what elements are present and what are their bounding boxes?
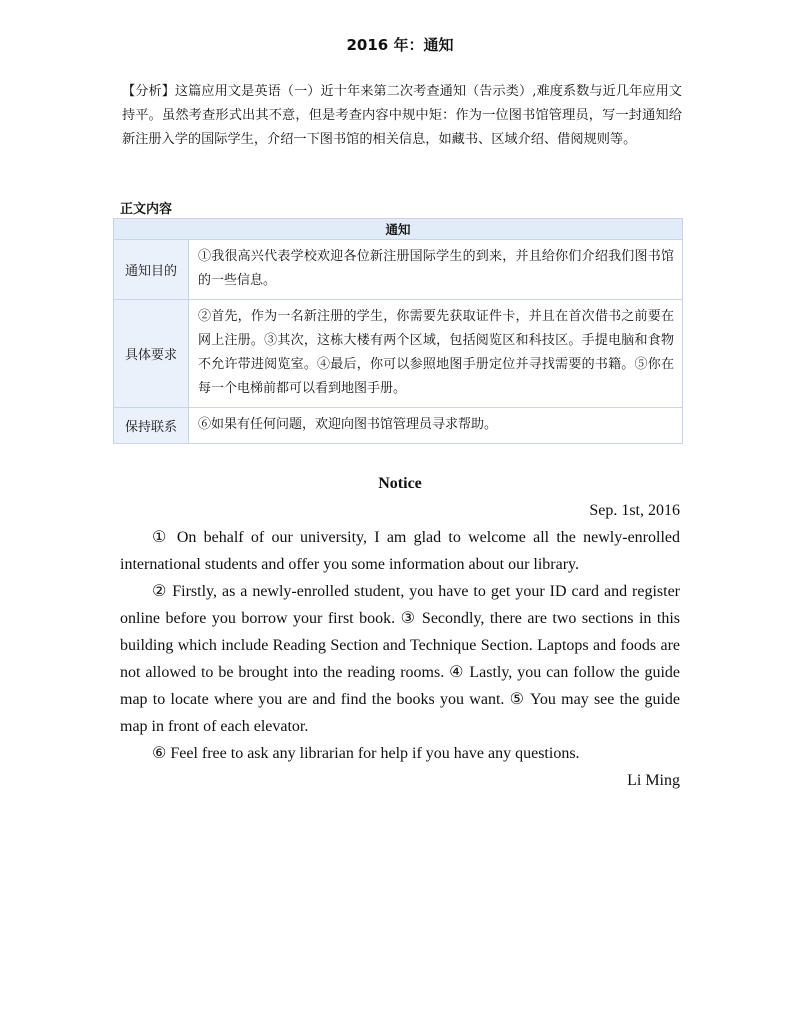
- row-label-contact: 保持联系: [114, 408, 189, 444]
- row-label-requirements: 具体要求: [114, 300, 189, 408]
- table-header-row: [114, 219, 683, 240]
- letter-paragraph-contact: ⑥ Feel free to ask any librarian for help if you have any questions.: [152, 745, 580, 762]
- analysis-paragraph: 【分析】这篇应用文是英语（一）近十年来第二次考查通知（告示类）,难度系数与近几年应用文持平。虽然考查形式出其不意，但是考查内容中规中矩：作为一位图书馆管理员，写一封通知给新注册入学的国际学生，介绍一下图书馆的相关信息，如藏书、区域介绍、借阅规则等。: [122, 84, 682, 147]
- row-content-purpose: ①我很高兴代表学校欢迎各位新注册国际学生的到来，并且给你们介绍我们图书馆的一些信息。: [189, 240, 683, 300]
- section-heading: 正文内容: [120, 202, 173, 217]
- row-content-requirements: ②首先，作为一名新注册的学生，你需要先获取证件卡，并且在首次借书之前要在网上注册。③其次，这栋大楼有两个区域，包括阅览区和科技区。手提电脑和食物不允许带进阅览室。④最后，你可以参照地图手册定位并寻找需要的书籍。⑤你在每一个电梯前都可以看到地图手册。: [189, 300, 683, 408]
- letter-title: Notice: [378, 475, 422, 492]
- notice-letter: [120, 470, 680, 794]
- page-title: 2016 年：通知: [346, 36, 454, 54]
- table-row: [114, 408, 683, 444]
- row-label-purpose: 通知目的: [114, 240, 189, 300]
- letter-signature: Li Ming: [627, 772, 680, 789]
- table-row: [114, 240, 683, 300]
- table-row: [114, 300, 683, 408]
- table-title: 通知: [114, 219, 683, 240]
- row-content-contact: ⑥如果有任何问题，欢迎向图书馆管理员寻求帮助。: [189, 408, 683, 444]
- letter-date: Sep. 1st, 2016: [589, 502, 680, 519]
- notice-outline-table: [113, 218, 683, 444]
- letter-paragraph-welcome: ① On behalf of our university, I am glad to welcome all the newly-enrolled international students and offer you some information about our library.: [120, 529, 680, 573]
- letter-paragraph-requirements: ② Firstly, as a newly-enrolled student, you have to get your ID card and register online before you borrow your first book. ③ Secondly, there are two sections in this building which include Reading Section and Technique Section. Laptops and foods are not allowed to be brought into the reading rooms. ④ Lastly, you can follow the guide map to locate where you are and find the books you want. ⑤ You may see the guide map in front of each elevator.: [120, 583, 680, 735]
